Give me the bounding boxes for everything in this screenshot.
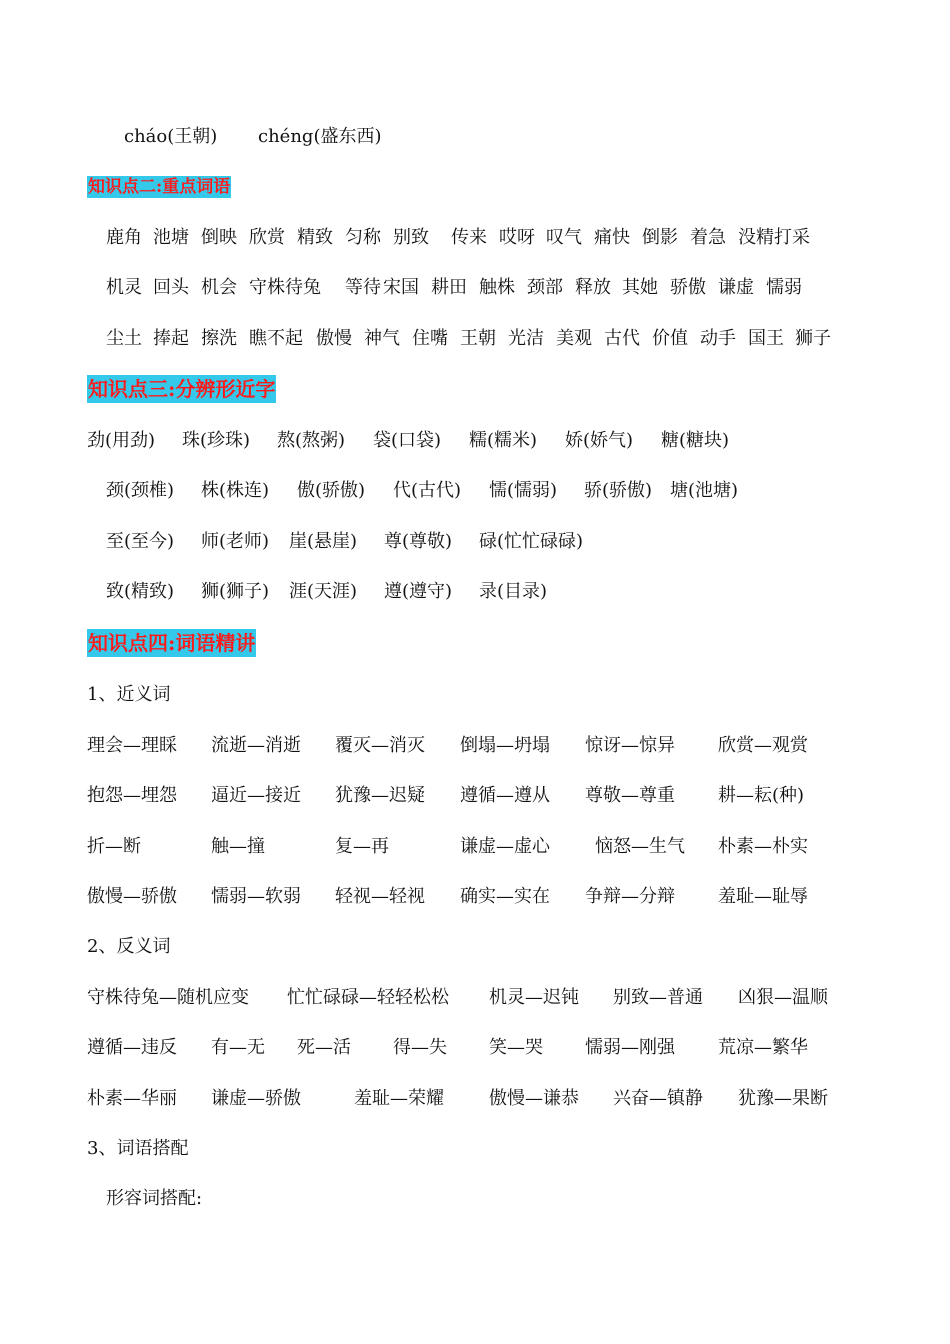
word-item: 古代 [604, 328, 640, 349]
word-item: 守株待兔—随机应变 [87, 987, 249, 1008]
word-item: 颈(颈椎) [106, 480, 175, 501]
word-item: 骄傲 [670, 277, 706, 298]
word-item: 机灵—迟钝 [489, 987, 579, 1008]
word-item: 精致 [297, 227, 333, 248]
word-item: 痛快 [594, 227, 630, 248]
word-item: 珠(珍珠) [182, 430, 251, 451]
word-item: 傲慢—骄傲 [87, 886, 177, 907]
word-item: 塘(池塘) [670, 480, 739, 501]
word-item: 倒映 [201, 227, 237, 248]
word-item: 傲(骄傲) [297, 480, 366, 501]
word-item: 谦虚—虚心 [460, 836, 550, 857]
s3-row [0, 577, 950, 607]
syn-row [0, 731, 950, 761]
word-item: 守株待兔 [249, 277, 321, 298]
word-item: 抱怨—埋怨 [87, 785, 177, 806]
word-item: 逼近—接近 [211, 785, 301, 806]
word-item: 颈部 [527, 277, 563, 298]
word-item: 覆灭—消灭 [335, 735, 425, 756]
word-item: 犹豫—迟疑 [335, 785, 425, 806]
word-item: 株(株连) [201, 480, 270, 501]
word-item: 糖(糖块) [661, 430, 730, 451]
word-item: 尘土 [106, 328, 142, 349]
word-item: 糯(糯米) [469, 430, 538, 451]
word-item: 别致—普通 [613, 987, 703, 1008]
word-item: 匀称 [345, 227, 381, 248]
word-item: 回头 [153, 277, 189, 298]
word-item: 轻视—轻视 [335, 886, 425, 907]
word-item: 尊敬—尊重 [585, 785, 675, 806]
word-item: 涯(天涯) [289, 581, 358, 602]
word-item: 狮(狮子) [201, 581, 270, 602]
syn-row [0, 882, 950, 912]
word-item: 擦洗 [201, 328, 237, 349]
word-item: 遵循—违反 [87, 1037, 177, 1058]
section2-heading: 知识点二:重点词语 [88, 177, 231, 197]
pinyin-item: chéng(盛东西) [258, 126, 382, 147]
word-item: 触—撞 [211, 836, 265, 857]
word-item: 恼怒—生气 [595, 836, 685, 857]
word-item: 耕田 [431, 277, 467, 298]
word-item: 复—再 [335, 836, 389, 857]
s3-row [0, 527, 950, 557]
word-item: 着急 [690, 227, 726, 248]
word-item: 光洁 [508, 328, 544, 349]
word-item: 碌(忙忙碌碌) [479, 531, 584, 552]
s3-row [0, 426, 950, 456]
word-item: 骄(骄傲) [584, 480, 653, 501]
word-item: 价值 [652, 328, 688, 349]
ant-row [0, 1084, 950, 1114]
s2-row [0, 223, 950, 253]
antonyms-label: 2、反义词 [87, 936, 171, 957]
word-item: 凶狠—温顺 [738, 987, 828, 1008]
word-item: 释放 [575, 277, 611, 298]
word-item: 狮子 [795, 328, 831, 349]
word-item: 尊(尊敬) [384, 531, 453, 552]
word-item: 其她 [622, 277, 658, 298]
word-item: 别致 [393, 227, 429, 248]
word-item: 荒凉—繁华 [718, 1037, 808, 1058]
word-item: 王朝 [460, 328, 496, 349]
word-item: 熬(熬粥) [277, 430, 346, 451]
word-item: 傲慢 [316, 328, 352, 349]
word-item: 触株 [479, 277, 515, 298]
word-item: 笑—哭 [489, 1037, 543, 1058]
word-item: 谦虚—骄傲 [211, 1088, 301, 1109]
word-item: 傲慢—谦恭 [489, 1088, 579, 1109]
word-item: 哎呀 [499, 227, 535, 248]
word-item: 袋(口袋) [373, 430, 442, 451]
syn-row [0, 781, 950, 811]
section4-heading: 知识点四:词语精讲 [88, 631, 256, 655]
word-item: 有—无 [211, 1037, 265, 1058]
word-item: 动手 [700, 328, 736, 349]
word-item: 致(精致) [106, 581, 175, 602]
word-item: 谦虚 [718, 277, 754, 298]
word-item: 机灵 [106, 277, 142, 298]
pinyin-item: cháo(王朝) [124, 126, 218, 147]
word-item: 捧起 [153, 328, 189, 349]
word-item: 耕—耘(种) [718, 785, 805, 806]
word-item: 惊讶—惊异 [585, 735, 675, 756]
word-item: 懦弱 [766, 277, 802, 298]
word-item: 国王 [748, 328, 784, 349]
word-item: 瞧不起 [249, 328, 303, 349]
word-item: 欣赏 [249, 227, 285, 248]
word-item: 鹿角 [106, 227, 142, 248]
collocation-sub-label: 形容词搭配: [106, 1188, 203, 1209]
word-item: 朴素—华丽 [87, 1088, 177, 1109]
word-item: 倒影 [642, 227, 678, 248]
word-item: 理会—理睬 [87, 735, 177, 756]
word-item: 死—活 [297, 1037, 351, 1058]
word-item: 得—失 [393, 1037, 447, 1058]
word-item: 兴奋—镇静 [613, 1088, 703, 1109]
word-item: 犹豫—果断 [738, 1088, 828, 1109]
pinyin-line [0, 122, 950, 152]
word-item: 没精打采 [738, 227, 810, 248]
word-item: 忙忙碌碌—轻轻松松 [287, 987, 449, 1008]
s3-row [0, 476, 950, 506]
word-item: 崖(悬崖) [289, 531, 358, 552]
word-item: 娇(娇气) [565, 430, 634, 451]
word-item: 代(古代) [393, 480, 462, 501]
word-item: 录(目录) [479, 581, 548, 602]
word-item: 羞耻—荣耀 [354, 1088, 444, 1109]
word-item: 遵(遵守) [384, 581, 453, 602]
collocation-label: 3、词语搭配 [87, 1138, 189, 1159]
word-item: 师(老师) [201, 531, 270, 552]
word-item: 欣赏—观赏 [718, 735, 808, 756]
word-item: 羞耻—耻辱 [718, 886, 808, 907]
word-item: 遵循—遵从 [460, 785, 550, 806]
s2-row [0, 273, 950, 303]
word-item: 机会 [201, 277, 237, 298]
word-item: 懦(懦弱) [489, 480, 558, 501]
word-item: 懦弱—刚强 [585, 1037, 675, 1058]
word-item: 叹气 [546, 227, 582, 248]
word-item: 劲(用劲) [87, 430, 156, 451]
synonyms-label: 1、近义词 [87, 684, 171, 705]
word-item: 至(至今) [106, 531, 175, 552]
word-item: 传来 [451, 227, 487, 248]
word-item: 倒塌—坍塌 [460, 735, 550, 756]
word-item: 等待 [345, 277, 381, 298]
section3-heading: 知识点三:分辨形近字 [88, 377, 276, 401]
word-item: 流逝—消逝 [211, 735, 301, 756]
word-item: 争辩—分辩 [585, 886, 675, 907]
word-item: 折—断 [87, 836, 141, 857]
syn-row [0, 832, 950, 862]
s2-row [0, 324, 950, 354]
word-item: 朴素—朴实 [718, 836, 808, 857]
word-item: 懦弱—软弱 [211, 886, 301, 907]
word-item: 美观 [556, 328, 592, 349]
word-item: 住嘴 [412, 328, 448, 349]
word-item: 神气 [364, 328, 400, 349]
word-item: 池塘 [153, 227, 189, 248]
ant-row [0, 1033, 950, 1063]
word-item: 宋国 [383, 277, 419, 298]
ant-row [0, 983, 950, 1013]
word-item: 确实—实在 [460, 886, 550, 907]
